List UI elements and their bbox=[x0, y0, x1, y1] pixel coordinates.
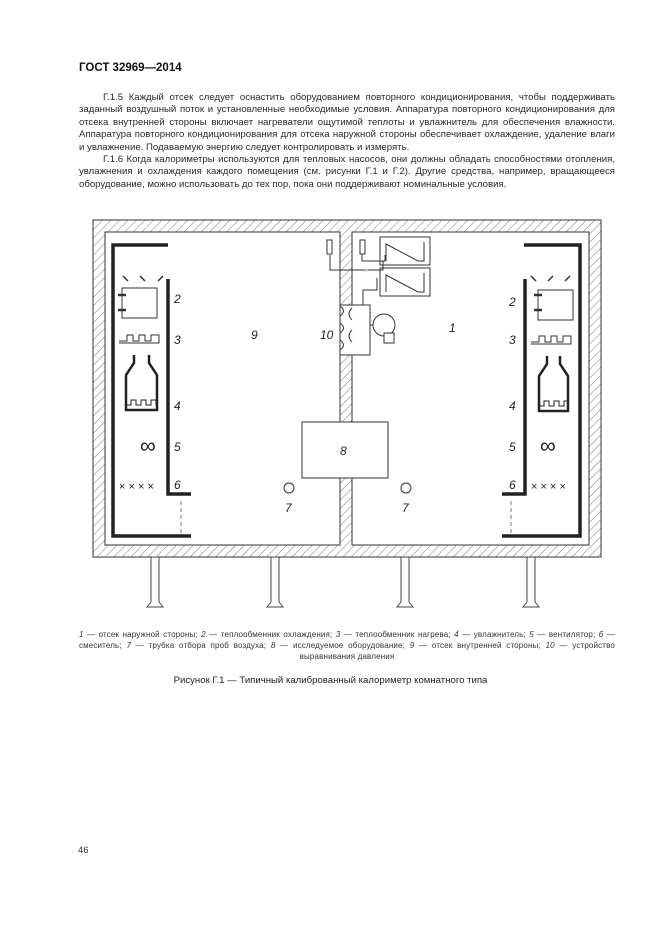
right-heating-coil bbox=[531, 336, 571, 344]
legend-num-1: 1 bbox=[79, 630, 84, 639]
left-label-6: 6 bbox=[174, 478, 181, 492]
legend-num-3: 3 bbox=[335, 630, 341, 639]
right-sampling-tube-icon bbox=[401, 483, 411, 493]
label-10: 10 bbox=[320, 328, 334, 342]
legend-num-2: 2 bbox=[201, 630, 206, 639]
right-mixer-icon: × × × × bbox=[531, 481, 566, 493]
legend-num-4: 4 bbox=[454, 630, 459, 639]
page-number: 46 bbox=[78, 845, 89, 856]
temperature-sensors bbox=[327, 240, 385, 261]
left-sampling-tube-icon bbox=[284, 483, 294, 493]
paragraph-g-1-6: Г.1.6 Когда калориметры используются для тепловых насосов, они должны обладать способностями отопления, увлажнения и охлаждения каждого помещения (см. рисунки Г.1 и Г.2). Другие средства, например, вращающееся оборудование, можно использовать до тех пор, пока они поддерживают номинальные условия. bbox=[79, 154, 615, 190]
right-label-3: 3 bbox=[509, 333, 516, 347]
left-cooling-coil bbox=[118, 276, 163, 318]
label-7-right: 7 bbox=[402, 501, 409, 515]
left-label-3: 3 bbox=[174, 333, 181, 347]
right-humidifier bbox=[539, 356, 568, 411]
legend-num-6: 6 bbox=[598, 630, 604, 639]
label-7-left: 7 bbox=[285, 501, 292, 515]
figure-legend: 1 — отсек наружной стороны; 2 — теплообменник охлаждения; 3 — теплообменник нагрева; 4 — увлажнитель; 5 — вентилятор; 6 — смеситель; 7 — трубка отбора проб воздуха; 8 — исследуемое оборудование; 9 — отсек внутренней стороны; 10 — устройство выравнивания давления bbox=[79, 630, 616, 661]
right-label-5: 5 bbox=[509, 440, 516, 454]
equipment-under-test bbox=[302, 422, 388, 478]
right-label-4: 4 bbox=[509, 399, 516, 413]
left-mixer-icon: × × × × bbox=[119, 481, 154, 493]
figure-caption: Рисунок Г.1 — Типичный калиброванный калориметр комнатного типа bbox=[173, 675, 488, 686]
right-cooling-coil bbox=[531, 276, 573, 320]
left-label-2: 2 bbox=[174, 292, 181, 306]
left-humidifier bbox=[126, 355, 157, 410]
left-fan-icon: ∞ bbox=[140, 433, 156, 458]
left-label-5: 5 bbox=[174, 440, 181, 454]
legend-num-8: 8 bbox=[270, 640, 276, 650]
right-fan-icon: ∞ bbox=[540, 433, 556, 458]
right-label-2: 2 bbox=[509, 295, 516, 309]
label-1: 1 bbox=[449, 321, 456, 335]
left-heating-coil bbox=[119, 335, 159, 343]
legend-num-5: 5 bbox=[529, 630, 534, 639]
left-label-4: 4 bbox=[174, 399, 181, 413]
support-legs bbox=[147, 557, 539, 607]
label-9: 9 bbox=[251, 328, 258, 342]
right-label-6: 6 bbox=[509, 478, 516, 492]
legend-num-10: 10 bbox=[545, 640, 555, 650]
document-header: ГОСТ 32969—2014 bbox=[79, 62, 182, 74]
paragraph-g-1-5: Г.1.5 Каждый отсек следует оснастить оборудованием повторного кондиционирования, чтобы поддерживать заданный воздушный поток и установленные необходимые условия. Аппаратура повторного кондиционирования для отсека внутренней стороны включает нагреватели ощутимой теплоты и увлажнитель для обеспечения влажности. Аппаратура повторного кондиционирования для отсека наружной стороны обеспечивает охлаждение, удаление влаги и увлажнение. Подаваемую энергию следует контролировать и измерять. bbox=[79, 92, 615, 153]
legend-num-9: 9 bbox=[409, 640, 415, 650]
legend-num-7: 7 bbox=[126, 640, 132, 650]
label-8: 8 bbox=[340, 444, 347, 458]
